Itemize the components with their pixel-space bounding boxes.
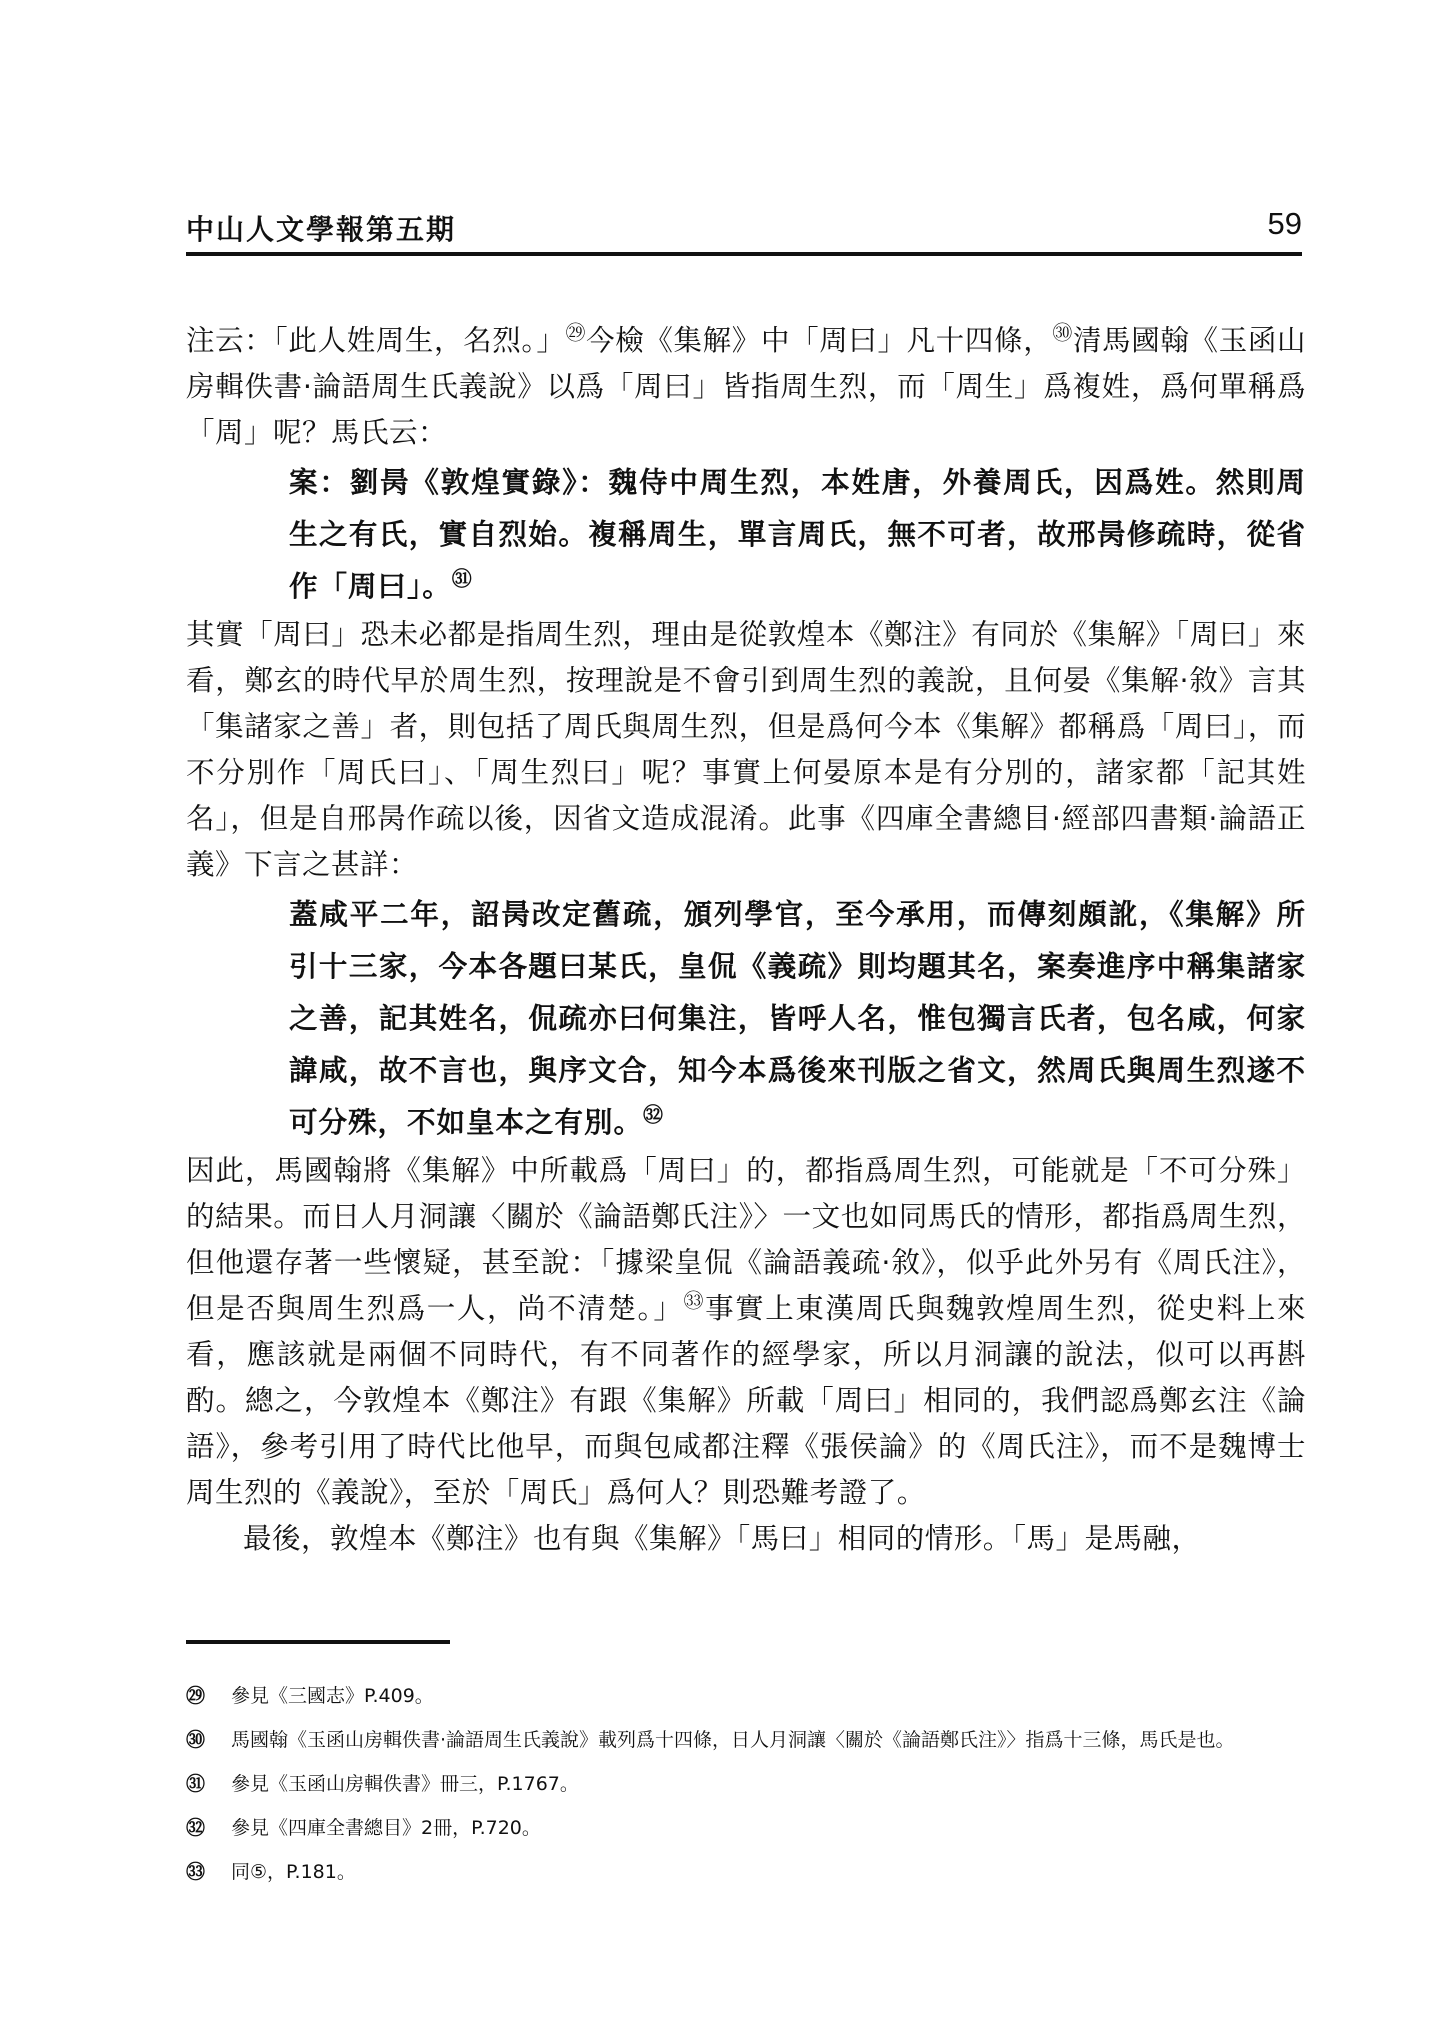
paragraph-1-part-1: 注云：「此人姓周生，名烈。」 [186,324,566,357]
footnote-mark: ㉙ [186,1685,206,1707]
footnote [186,1859,1306,1885]
footnote [186,1815,1306,1841]
footnote [186,1771,1306,1797]
footnote-mark: ㉝ [186,1861,206,1883]
running-header [186,206,1302,256]
journal-title: 中山人文學報第五期 [186,213,457,246]
note-ref-31: ㉛ [451,566,473,591]
footnotes [186,1683,1306,1903]
footnote [186,1727,1306,1753]
footnote-text: 參見《玉函山房輯佚書》冊三，P.1767。 [231,1773,579,1795]
paragraph-2 [186,612,1306,888]
paragraph-3-part-2: 事實上東漢周氏與魏敦煌周生烈，從史料上來看，應該就是兩個不同時代，有不同著作的經學家，所以月洞讓的說法，似可以再斟酌。總之，今敦煌本《鄭注》有跟《集解》所載「周曰」相同的，我們認爲鄭玄注《論語》，參考引用了時代比他早，而與包咸都注釋《張侯論》的《周氏注》，而不是魏博士周生烈的《義說》，至於「周氏」爲何人？則恐難考證了。 [186,1292,1306,1509]
paragraph-1 [186,318,1306,456]
note-ref-29: ㉙ [565,320,587,345]
footnote-text: 馬國翰《玉函山房輯佚書·論語周生氏義說》載列爲十四條，日人月洞讓〈關於《論語鄭氏注》〉指爲十三條，馬氏是也。 [231,1729,1235,1751]
paragraph-3 [186,1148,1306,1516]
block-quote-1-text: 案：劉昺《敦煌實錄》：魏侍中周生烈，本姓唐，外養周氏，因爲姓。然則周生之有氏，實自烈始。複稱周生，單言周氏，無不可者，故邢昺修疏時，從省作「周曰」。 [289,465,1306,603]
note-ref-30: ㉚ [1052,320,1073,345]
block-quote-2 [186,888,1306,1148]
paragraph-4-text: 最後，敦煌本《鄭注》也有與《集解》「馬曰」相同的情形。「馬」是馬融， [243,1522,1201,1555]
footnote-text: 同⑤，P.181。 [231,1861,356,1883]
footnote [186,1683,1306,1709]
note-ref-33: ㉝ [683,1288,706,1313]
footnote-mark: ㉛ [186,1773,206,1795]
page-number: 59 [1267,206,1302,241]
main-text [186,318,1306,1562]
footnote-text: 參見《三國志》P.409。 [231,1685,434,1707]
paragraph-3-part-1: 因此，馬國翰將《集解》中所載爲「周曰」的，都指爲周生烈，可能就是「不可分殊」的結果。而日人月洞讓〈關於《論語鄭氏注》〉一文也如同馬氏的情形，都指爲周生烈，但他還存著一些懷疑，甚至說：「據梁皇侃《論語義疏·敘》，似乎此外另有《周氏注》，但是否與周生烈爲一人，尚不清楚。」 [186,1154,1306,1325]
header-rule [186,252,1302,256]
paragraph-1-part-2: 今檢《集解》中「周曰」凡十四條， [586,324,1053,357]
block-quote-2-text: 蓋咸平二年，詔昺改定舊疏，頒列學官，至今承用，而傳刻頗訛，《集解》所引十三家，今本各題曰某氏，皇侃《義疏》則均題其名，案奏進序中稱集諸家之善，記其姓名，侃疏亦曰何集注，皆呼人名，惟包獨言氏者，包名咸，何家諱咸，故不言也，與序文合，知今本爲後來刊版之省文，然周氏與周生烈遂不可分殊，不如皇本之有別。 [289,897,1306,1139]
note-ref-32: ㉜ [643,1102,665,1127]
paragraph-4 [186,1516,1306,1562]
block-quote-1 [186,456,1306,612]
paragraph-2-text: 其實「周曰」恐未必都是指周生烈，理由是從敦煌本《鄭注》有同於《集解》「周曰」來看，鄭玄的時代早於周生烈，按理說是不會引到周生烈的義說，且何晏《集解·敘》言其「集諸家之善」者，則包括了周氏與周生烈，但是爲何今本《集解》都稱爲「周曰」，而不分別作「周氏曰」、「周生烈曰」呢？事實上何晏原本是有分別的，諸家都「記其姓名」，但是自邢昺作疏以後，因省文造成混淆。此事《四庫全書總目·經部四書類·論語正義》下言之甚詳： [186,618,1306,881]
footnote-text: 參見《四庫全書總目》2冊，P.720。 [231,1817,541,1839]
paragraph-1-part-3: 清馬國翰《玉函山房輯佚書·論語周生氏義說》以爲「周曰」皆指周生烈，而「周生」爲複姓，爲何單稱爲「周」呢？馬氏云： [186,324,1306,449]
footnote-mark: ㉚ [186,1729,206,1751]
footnote-rule [186,1640,450,1644]
footnote-mark: ㉜ [186,1817,206,1839]
